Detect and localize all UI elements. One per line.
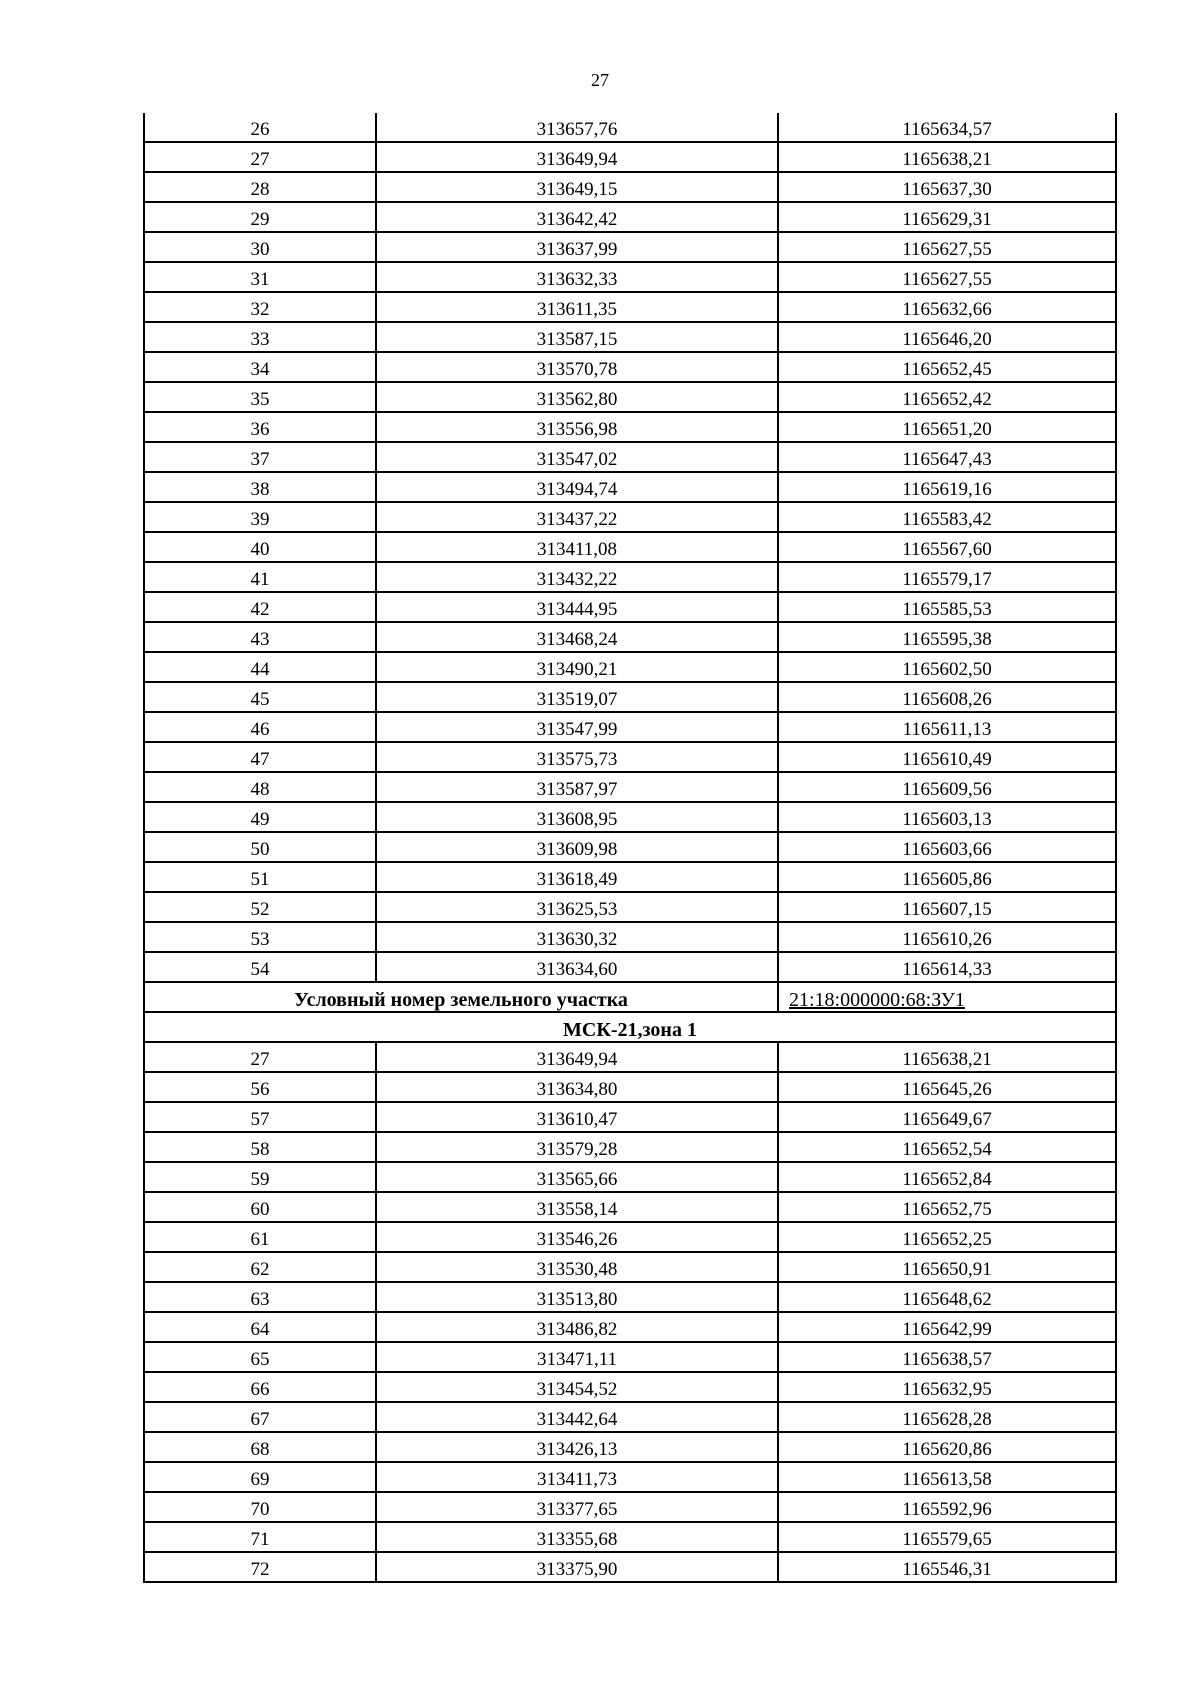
y-coordinate-cell: 1165611,13: [778, 712, 1116, 742]
point-number-cell: 41: [144, 562, 376, 592]
x-coordinate-cell: 313562,80: [376, 382, 778, 412]
x-coordinate-cell: 313437,22: [376, 502, 778, 532]
y-coordinate-cell: 1165649,67: [778, 1102, 1116, 1132]
point-number-cell: 61: [144, 1222, 376, 1252]
point-number-cell: 29: [144, 202, 376, 232]
table-row: [144, 502, 1116, 532]
coordinate-system-row: [144, 1012, 1116, 1042]
y-coordinate-cell: 1165579,65: [778, 1522, 1116, 1552]
table-row: [144, 922, 1116, 952]
table-row: [144, 352, 1116, 382]
table-row: [144, 202, 1116, 232]
x-coordinate-cell: 313634,60: [376, 952, 778, 982]
y-coordinate-cell: 1165620,86: [778, 1432, 1116, 1462]
y-coordinate-cell: 1165632,95: [778, 1372, 1116, 1402]
x-coordinate-cell: 313454,52: [376, 1372, 778, 1402]
x-coordinate-cell: 313625,53: [376, 892, 778, 922]
x-coordinate-cell: 313609,98: [376, 832, 778, 862]
y-coordinate-cell: 1165595,38: [778, 622, 1116, 652]
y-coordinate-cell: 1165603,66: [778, 832, 1116, 862]
y-coordinate-cell: 1165608,26: [778, 682, 1116, 712]
table-row: [144, 412, 1116, 442]
y-coordinate-cell: 1165632,66: [778, 292, 1116, 322]
table-row: [144, 892, 1116, 922]
point-number-cell: 39: [144, 502, 376, 532]
y-coordinate-cell: 1165638,21: [778, 1042, 1116, 1072]
table-row: [144, 742, 1116, 772]
y-coordinate-cell: 1165652,75: [778, 1192, 1116, 1222]
point-number-cell: 60: [144, 1192, 376, 1222]
point-number-cell: 34: [144, 352, 376, 382]
point-number-cell: 38: [144, 472, 376, 502]
table-row: [144, 532, 1116, 562]
point-number-cell: 33: [144, 322, 376, 352]
table-row: [144, 1372, 1116, 1402]
x-coordinate-cell: 313565,66: [376, 1162, 778, 1192]
parcel-number-value: 21:18:000000:68:ЗУ1: [778, 982, 1116, 1012]
point-number-cell: 50: [144, 832, 376, 862]
table-row: [144, 1312, 1116, 1342]
x-coordinate-cell: 313519,07: [376, 682, 778, 712]
table-row: [144, 172, 1116, 202]
point-number-cell: 47: [144, 742, 376, 772]
page-number: 27: [591, 70, 609, 90]
y-coordinate-cell: 1165652,42: [778, 382, 1116, 412]
coordinates-block-1: [144, 113, 1116, 982]
x-coordinate-cell: 313513,80: [376, 1282, 778, 1312]
x-coordinate-cell: 313547,99: [376, 712, 778, 742]
y-coordinate-cell: 1165650,91: [778, 1252, 1116, 1282]
point-number-cell: 43: [144, 622, 376, 652]
table-row: [144, 1462, 1116, 1492]
table-row: [144, 1162, 1116, 1192]
y-coordinate-cell: 1165652,45: [778, 352, 1116, 382]
point-number-cell: 27: [144, 142, 376, 172]
parcel-number-label: Условный номер земельного участка: [144, 982, 778, 1012]
y-coordinate-cell: 1165652,54: [778, 1132, 1116, 1162]
point-number-cell: 51: [144, 862, 376, 892]
y-coordinate-cell: 1165610,49: [778, 742, 1116, 772]
y-coordinate-cell: 1165628,28: [778, 1402, 1116, 1432]
point-number-cell: 32: [144, 292, 376, 322]
table-row: [144, 1072, 1116, 1102]
y-coordinate-cell: 1165585,53: [778, 592, 1116, 622]
point-number-cell: 63: [144, 1282, 376, 1312]
y-coordinate-cell: 1165613,58: [778, 1462, 1116, 1492]
point-number-cell: 71: [144, 1522, 376, 1552]
x-coordinate-cell: 313649,94: [376, 142, 778, 172]
table-row: [144, 472, 1116, 502]
x-coordinate-cell: 313490,21: [376, 652, 778, 682]
x-coordinate-cell: 313558,14: [376, 1192, 778, 1222]
point-number-cell: 57: [144, 1102, 376, 1132]
table-row: [144, 592, 1116, 622]
point-number-cell: 58: [144, 1132, 376, 1162]
y-coordinate-cell: 1165583,42: [778, 502, 1116, 532]
table-row: [144, 1252, 1116, 1282]
point-number-cell: 62: [144, 1252, 376, 1282]
table-row: [144, 1192, 1116, 1222]
parcel-number-row: [144, 982, 1116, 1012]
point-number-cell: 48: [144, 772, 376, 802]
point-number-cell: 37: [144, 442, 376, 472]
point-number-cell: 27: [144, 1042, 376, 1072]
y-coordinate-cell: 1165638,57: [778, 1342, 1116, 1372]
point-number-cell: 53: [144, 922, 376, 952]
y-coordinate-cell: 1165614,33: [778, 952, 1116, 982]
table-row: [144, 862, 1116, 892]
point-number-cell: 56: [144, 1072, 376, 1102]
table-row: [144, 1222, 1116, 1252]
x-coordinate-cell: 313411,73: [376, 1462, 778, 1492]
table-row: [144, 292, 1116, 322]
x-coordinate-cell: 313411,08: [376, 532, 778, 562]
coordinates-block-2: [144, 1042, 1116, 1582]
table-row: [144, 802, 1116, 832]
y-coordinate-cell: 1165634,57: [778, 113, 1116, 142]
x-coordinate-cell: 313471,11: [376, 1342, 778, 1372]
y-coordinate-cell: 1165609,56: [778, 772, 1116, 802]
point-number-cell: 40: [144, 532, 376, 562]
point-number-cell: 31: [144, 262, 376, 292]
point-number-cell: 69: [144, 1462, 376, 1492]
table-row: [144, 712, 1116, 742]
y-coordinate-cell: 1165579,17: [778, 562, 1116, 592]
table-row: [144, 1102, 1116, 1132]
point-number-cell: 68: [144, 1432, 376, 1462]
point-number-cell: 35: [144, 382, 376, 412]
x-coordinate-cell: 313494,74: [376, 472, 778, 502]
table-row: [144, 772, 1116, 802]
x-coordinate-cell: 313486,82: [376, 1312, 778, 1342]
table-row: [144, 682, 1116, 712]
table-row: [144, 1282, 1116, 1312]
point-number-cell: 42: [144, 592, 376, 622]
point-number-cell: 70: [144, 1492, 376, 1522]
table-row: [144, 1432, 1116, 1462]
coordinates-table: [143, 113, 1117, 1583]
table-row: [144, 1522, 1116, 1552]
x-coordinate-cell: 313547,02: [376, 442, 778, 472]
point-number-cell: 36: [144, 412, 376, 442]
x-coordinate-cell: 313632,33: [376, 262, 778, 292]
table-row: [144, 382, 1116, 412]
x-coordinate-cell: 313444,95: [376, 592, 778, 622]
table-row: [144, 142, 1116, 172]
table-row: [144, 232, 1116, 262]
table-row: [144, 952, 1116, 982]
x-coordinate-cell: 313587,97: [376, 772, 778, 802]
y-coordinate-cell: 1165637,30: [778, 172, 1116, 202]
y-coordinate-cell: 1165567,60: [778, 532, 1116, 562]
table-row: [144, 622, 1116, 652]
y-coordinate-cell: 1165646,20: [778, 322, 1116, 352]
y-coordinate-cell: 1165602,50: [778, 652, 1116, 682]
point-number-cell: 28: [144, 172, 376, 202]
point-number-cell: 26: [144, 113, 376, 142]
x-coordinate-cell: 313649,15: [376, 172, 778, 202]
point-number-cell: 30: [144, 232, 376, 262]
table-row: [144, 1042, 1116, 1072]
parcel-header: [144, 982, 1116, 1042]
y-coordinate-cell: 1165605,86: [778, 862, 1116, 892]
y-coordinate-cell: 1165638,21: [778, 142, 1116, 172]
x-coordinate-cell: 313530,48: [376, 1252, 778, 1282]
point-number-cell: 49: [144, 802, 376, 832]
y-coordinate-cell: 1165619,16: [778, 472, 1116, 502]
table-row: [144, 1552, 1116, 1582]
x-coordinate-cell: 313355,68: [376, 1522, 778, 1552]
x-coordinate-cell: 313442,64: [376, 1402, 778, 1432]
x-coordinate-cell: 313630,32: [376, 922, 778, 952]
y-coordinate-cell: 1165642,99: [778, 1312, 1116, 1342]
point-number-cell: 44: [144, 652, 376, 682]
coordinate-system-label: МСК-21,зона 1: [144, 1012, 1116, 1042]
y-coordinate-cell: 1165627,55: [778, 262, 1116, 292]
table-row: [144, 832, 1116, 862]
x-coordinate-cell: 313608,95: [376, 802, 778, 832]
y-coordinate-cell: 1165629,31: [778, 202, 1116, 232]
table-row: [144, 442, 1116, 472]
x-coordinate-cell: 313468,24: [376, 622, 778, 652]
x-coordinate-cell: 313546,26: [376, 1222, 778, 1252]
point-number-cell: 54: [144, 952, 376, 982]
table-row: [144, 322, 1116, 352]
x-coordinate-cell: 313570,78: [376, 352, 778, 382]
y-coordinate-cell: 1165603,13: [778, 802, 1116, 832]
x-coordinate-cell: 313587,15: [376, 322, 778, 352]
point-number-cell: 72: [144, 1552, 376, 1582]
x-coordinate-cell: 313375,90: [376, 1552, 778, 1582]
x-coordinate-cell: 313579,28: [376, 1132, 778, 1162]
point-number-cell: 67: [144, 1402, 376, 1432]
y-coordinate-cell: 1165652,84: [778, 1162, 1116, 1192]
table-row: [144, 113, 1116, 142]
x-coordinate-cell: 313556,98: [376, 412, 778, 442]
table-row: [144, 1492, 1116, 1522]
x-coordinate-cell: 313634,80: [376, 1072, 778, 1102]
point-number-cell: 52: [144, 892, 376, 922]
table-row: [144, 262, 1116, 292]
x-coordinate-cell: 313657,76: [376, 113, 778, 142]
table-row: [144, 562, 1116, 592]
table-row: [144, 1342, 1116, 1372]
x-coordinate-cell: 313610,47: [376, 1102, 778, 1132]
table-row: [144, 1402, 1116, 1432]
table-row: [144, 652, 1116, 682]
point-number-cell: 45: [144, 682, 376, 712]
point-number-cell: 59: [144, 1162, 376, 1192]
y-coordinate-cell: 1165592,96: [778, 1492, 1116, 1522]
x-coordinate-cell: 313649,94: [376, 1042, 778, 1072]
point-number-cell: 66: [144, 1372, 376, 1402]
point-number-cell: 65: [144, 1342, 376, 1372]
x-coordinate-cell: 313618,49: [376, 862, 778, 892]
point-number-cell: 64: [144, 1312, 376, 1342]
y-coordinate-cell: 1165607,15: [778, 892, 1116, 922]
point-number-cell: 46: [144, 712, 376, 742]
y-coordinate-cell: 1165610,26: [778, 922, 1116, 952]
y-coordinate-cell: 1165645,26: [778, 1072, 1116, 1102]
y-coordinate-cell: 1165652,25: [778, 1222, 1116, 1252]
y-coordinate-cell: 1165651,20: [778, 412, 1116, 442]
y-coordinate-cell: 1165627,55: [778, 232, 1116, 262]
x-coordinate-cell: 313637,99: [376, 232, 778, 262]
x-coordinate-cell: 313432,22: [376, 562, 778, 592]
y-coordinate-cell: 1165647,43: [778, 442, 1116, 472]
x-coordinate-cell: 313575,73: [376, 742, 778, 772]
x-coordinate-cell: 313377,65: [376, 1492, 778, 1522]
table-row: [144, 1132, 1116, 1162]
x-coordinate-cell: 313426,13: [376, 1432, 778, 1462]
y-coordinate-cell: 1165546,31: [778, 1552, 1116, 1582]
y-coordinate-cell: 1165648,62: [778, 1282, 1116, 1312]
x-coordinate-cell: 313642,42: [376, 202, 778, 232]
x-coordinate-cell: 313611,35: [376, 292, 778, 322]
